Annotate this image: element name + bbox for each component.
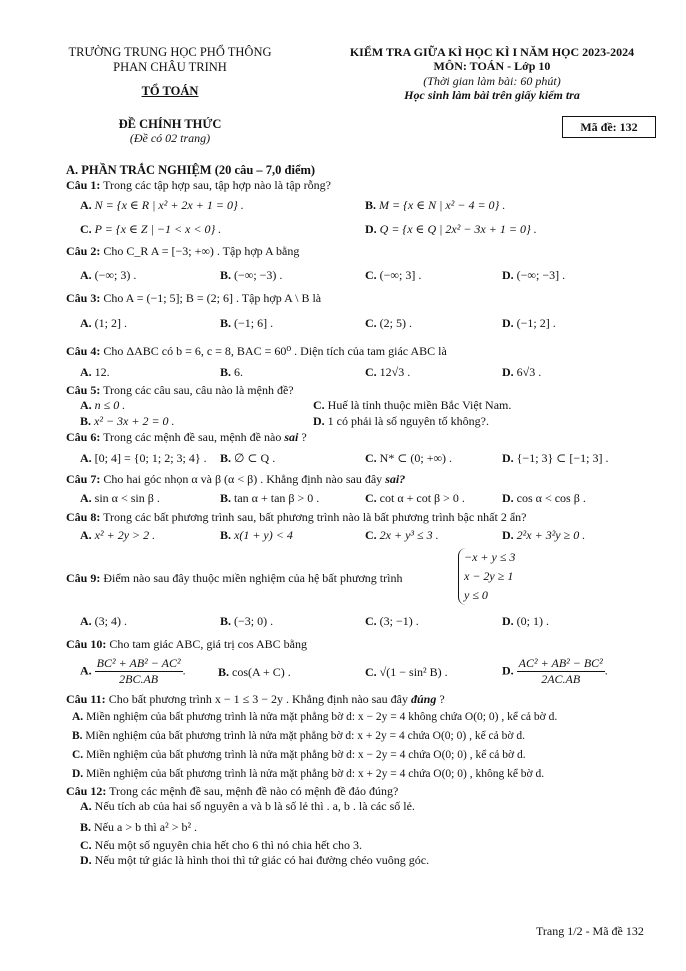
option-3d: D. (−1; 2] . <box>502 316 556 330</box>
exam-time: (Thời gian làm bài: 60 phút) <box>423 74 561 88</box>
question-8: Câu 8: Trong các bất phương trình sau, bất phương trình nào là bất phương trình bậc nhất 2 ẩn? <box>66 510 527 524</box>
question-3: Câu 3: Cho A = (−1; 5]; B = (2; 6] . Tập hợp A \ B là <box>66 291 322 305</box>
option-11b: B. Miền nghiệm của bất phương trình là nửa mặt phẳng bờ d: x + 2y = 4 chứa O(0; 0) , kể cả bờ d. <box>72 730 525 742</box>
option-5d: D. 1 có phải là số nguyên tố không?. <box>313 414 489 428</box>
option-12b: B. Nếu a > b thì a² > b² . <box>80 820 198 834</box>
option-11d: D. Miền nghiệm của bất phương trình là nửa mặt phẳng bờ d: x + 2y = 4 chứa O(0; 0) , không kể bờ d. <box>72 768 545 780</box>
page-footer: Trang 1/2 - Mã đề 132 <box>536 924 644 938</box>
exam-title: KIỂM TRA GIỮA KÌ HỌC KÌ I NĂM HỌC 2023-2024 <box>349 45 635 59</box>
question-6: Câu 6: Trong các mệnh đề sau, mệnh đề nào sai ? <box>66 430 307 444</box>
option-1a: A. N = {x ∈ R | x² + 2x + 1 = 0} . <box>80 198 244 212</box>
option-3a: A. (1; 2] . <box>80 316 127 330</box>
option-10c: C. √(1 − sin² B) . <box>365 665 448 679</box>
page-count: (Đề có 02 trang) <box>129 131 211 145</box>
option-1c: C. P = {x ∈ Z | −1 < x < 0} . <box>80 222 222 236</box>
official-label: ĐỀ CHÍNH THỨC <box>118 117 222 131</box>
option-10b: B. cos(A + C) . <box>218 665 291 679</box>
option-11a: A. Miền nghiệm của bất phương trình là nửa mặt phẳng bờ d: x − 2y = 4 không chứa O(0; 0) , kể cả bờ d. <box>72 711 558 723</box>
inequality-system: −x + y ≤ 3 x − 2y ≥ 1 y ≤ 0 <box>458 548 515 605</box>
option-10d: D. $\frac{\text{AC² + AB² − BC²}}{2AC.AB}$ . <box>502 656 608 686</box>
option-7c: C. cot α + cot β > 0 . <box>365 491 465 505</box>
question-2: Câu 2: Cho C_R A = [−3; +∞) . Tập hợp A bằng <box>66 244 300 258</box>
option-3b: B. (−1; 6] . <box>220 316 274 330</box>
option-9b: B. (−3; 0) . <box>220 614 274 628</box>
option-7a: A. sin α < sin β . <box>80 491 160 505</box>
question-text: Trong các tập hợp sau, tập hợp nào là tập rỗng? <box>103 178 331 192</box>
question-9: Câu 9: Điểm nào sau đây thuộc miền nghiệm của hệ bất phương trình <box>66 571 403 585</box>
question-12: Câu 12: Trong các mệnh đề sau, mệnh đề nào có mệnh đề đảo đúng? <box>66 784 399 798</box>
option-10a: A. $\frac{\text{BC² + AB² − AC²}}{2BC.AB}$ . <box>80 656 186 686</box>
option-8b: B. x(1 + y) < 4 <box>220 528 293 542</box>
school-name <box>50 45 290 75</box>
question-5: Câu 5: Trong các câu sau, câu nào là mệnh đề? <box>66 383 294 397</box>
option-11c: C. Miền nghiệm của bất phương trình là nửa mặt phẳng bờ d: x − 2y = 4 chứa O(0; 0) , kể cả bờ d. <box>72 749 526 761</box>
option-6d: D. {−1; 3} ⊂ [−1; 3] . <box>502 451 609 465</box>
option-1d: D. Q = {x ∈ Q | 2x² − 3x + 1 = 0} . <box>365 222 537 236</box>
question-10: Câu 10: Cho tam giác ABC, giá trị cos ABC bằng <box>66 637 307 651</box>
question-11: Câu 11: Cho bất phương trình x − 1 ≤ 3 − 2y . Khẳng định nào sau đây đúng ? <box>66 692 445 706</box>
option-9c: C. (3; −1) . <box>365 614 419 628</box>
option-2a: A. (−∞; 3) . <box>80 268 137 282</box>
exam-instruction: Học sinh làm bài trên giấy kiểm tra <box>404 88 580 102</box>
option-2b: B. (−∞; −3) . <box>220 268 283 282</box>
option-8a: A. x² + 2y > 2 . <box>80 528 156 542</box>
school-line-2: PHAN CHÂU TRINH <box>113 60 227 74</box>
option-8d: D. 2²x + 3²y ≥ 0 . <box>502 528 586 542</box>
option-12d: D. Nếu một tứ giác là hình thoi thì tứ giác có hai đường chéo vuông góc. <box>80 853 430 867</box>
option-6c: C. N* ⊂ (0; +∞) . <box>365 451 453 465</box>
department: TỔ TOÁN <box>141 84 199 98</box>
option-4a: A. 12. <box>80 365 110 379</box>
option-4d: D. 6√3 . <box>502 365 542 379</box>
option-5a: A. n ≤ 0 . <box>80 398 126 412</box>
option-12a: A. Nếu tích ab của hai số nguyên a và b là số lẻ thì . a, b . là các số lẻ. <box>80 799 415 813</box>
question-7: Câu 7: Cho hai góc nhọn α và β (α < β) . Khẳng định nào sau đây sai? <box>66 472 406 486</box>
option-3c: C. (2; 5) . <box>365 316 412 330</box>
school-line-1: TRƯỜNG TRUNG HỌC PHỔ THÔNG <box>68 45 272 59</box>
question-number: Câu 1: <box>66 178 101 192</box>
option-5c: C. Huế là tỉnh thuộc miền Bắc Việt Nam. <box>313 398 512 412</box>
option-4c: C. 12√3 . <box>365 365 411 379</box>
option-5b: B. x² − 3x + 2 = 0 . <box>80 414 175 428</box>
exam-subject: MÔN: TOÁN - Lớp 10 <box>433 59 551 73</box>
option-7d: D. cos α < cos β . <box>502 491 586 505</box>
option-9a: A. (3; 4) . <box>80 614 127 628</box>
option-7b: B. tan α + tan β > 0 . <box>220 491 320 505</box>
option-1b: B. M = {x ∈ N | x² − 4 = 0} . <box>365 198 506 212</box>
option-6b: B. ∅ ⊂ Q . <box>220 451 276 465</box>
option-9d: D. (0; 1) . <box>502 614 549 628</box>
question-1 <box>66 178 331 193</box>
option-8c: C. 2x + y³ ≤ 3 . <box>365 528 439 542</box>
fraction: $\frac{\text{BC² + AB² − AC²}}{2BC.AB}$ <box>96 656 181 686</box>
option-6a: A. [0; 4] = {0; 1; 2; 3; 4} . <box>80 451 207 465</box>
section-title: A. PHẦN TRẮC NGHIỆM (20 câu – 7,0 điểm) <box>66 163 316 177</box>
question-4: Câu 4: Cho ΔABC có b = 6, c = 8, BAC = 60⁰ . Diện tích của tam giác ABC là <box>66 344 447 358</box>
option-12c: C. Nếu một số nguyên chia hết cho 6 thì nó chia hết cho 3. <box>80 838 362 852</box>
fraction: $\frac{\text{AC² + AB² − BC²}}{2AC.AB}$ <box>518 656 603 686</box>
exam-code-box: Mã đề: 132 <box>562 116 656 138</box>
option-4b: B. 6. <box>220 365 244 379</box>
option-2c: C. (−∞; 3] . <box>365 268 422 282</box>
option-2d: D. (−∞; −3] . <box>502 268 566 282</box>
